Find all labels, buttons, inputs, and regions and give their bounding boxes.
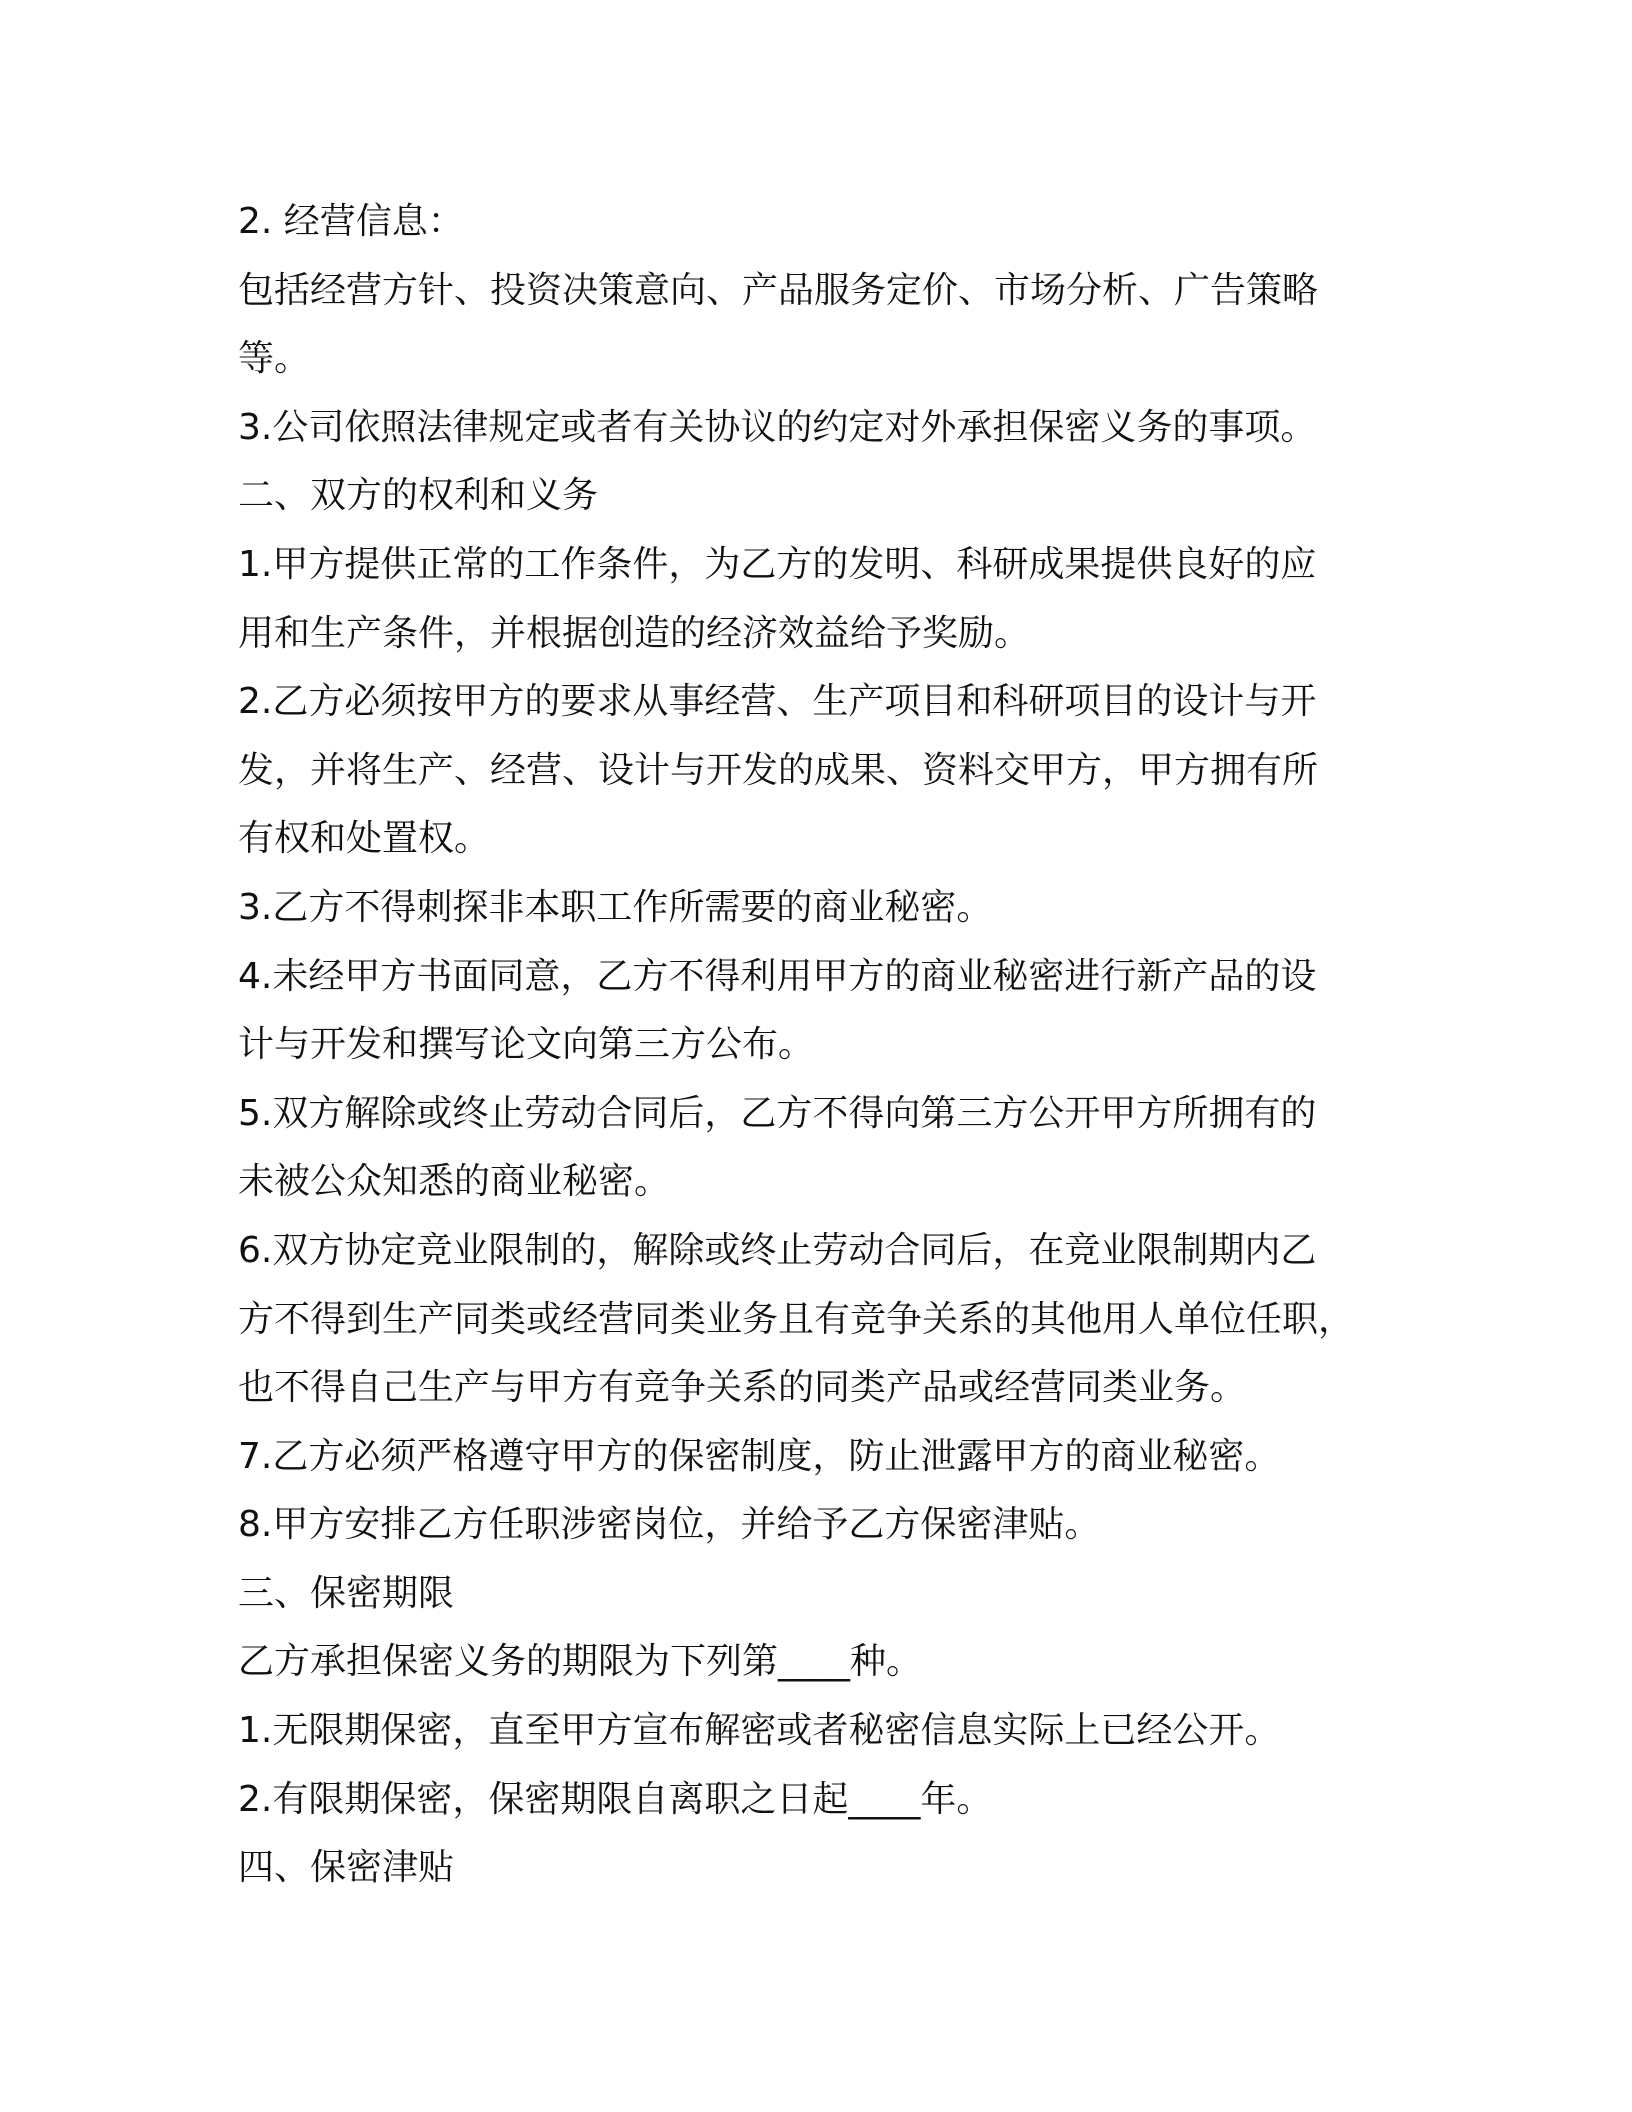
text-line: 6.双方协定竞业限制的，解除或终止劳动合同后，在竞业限制期内乙 — [238, 1229, 1317, 1271]
text-line: 包括经营方针、投资决策意向、产品服务定价、市场分析、广告策略 — [238, 269, 1319, 311]
text-line: 发，并将生产、经营、设计与开发的成果、资料交甲方，甲方拥有所 — [238, 749, 1319, 791]
text-line: 2. 经营信息： — [238, 201, 464, 242]
text-line: 5.双方解除或终止劳动合同后，乙方不得向第三方公开甲方所拥有的 — [238, 1092, 1317, 1134]
text-line: 有权和处置权。 — [238, 818, 491, 860]
section-heading: 二、双方的权利和义务 — [238, 475, 599, 517]
text-line: 方不得到生产同类或经营同类业务且有竞争关系的其他用人单位任职， — [238, 1298, 1355, 1340]
text-line: 3.公司依照法律规定或者有关协议的约定对外承担保密义务的事项。 — [238, 406, 1317, 448]
text-line: 1.无限期保密，直至甲方宣布解密或者秘密信息实际上已经公开。 — [238, 1710, 1281, 1752]
text-line: 乙方承担保密义务的期限为下列第____种。 — [238, 1641, 923, 1683]
text-line: 8.甲方安排乙方任职涉密岗位，并给予乙方保密津贴。 — [238, 1504, 1101, 1546]
text-line: 等。 — [238, 338, 311, 380]
text-line: 4.未经甲方书面同意，乙方不得利用甲方的商业秘密进行新产品的设 — [238, 955, 1317, 997]
text-line: 2.乙方必须按甲方的要求从事经营、生产项目和科研项目的设计与开 — [238, 681, 1317, 723]
text-line: 用和生产条件，并根据创造的经济效益给予奖励。 — [238, 612, 1031, 654]
text-line: 7.乙方必须严格遵守甲方的保密制度，防止泄露甲方的商业秘密。 — [238, 1435, 1281, 1477]
text-line: 3.乙方不得刺探非本职工作所需要的商业秘密。 — [238, 886, 993, 928]
text-line: 2.有限期保密，保密期限自离职之日起____年。 — [238, 1778, 993, 1820]
text-line: 未被公众知悉的商业秘密。 — [238, 1161, 671, 1203]
section-heading: 四、保密津贴 — [238, 1847, 455, 1889]
text-line: 也不得自己生产与甲方有竞争关系的同类产品或经营同类业务。 — [238, 1367, 1247, 1409]
text-line: 计与开发和撰写论文向第三方公布。 — [238, 1024, 815, 1066]
section-heading: 三、保密期限 — [238, 1572, 455, 1614]
document-body — [238, 188, 1378, 1903]
text-line: 1.甲方提供正常的工作条件，为乙方的发明、科研成果提供良好的应 — [238, 543, 1317, 585]
